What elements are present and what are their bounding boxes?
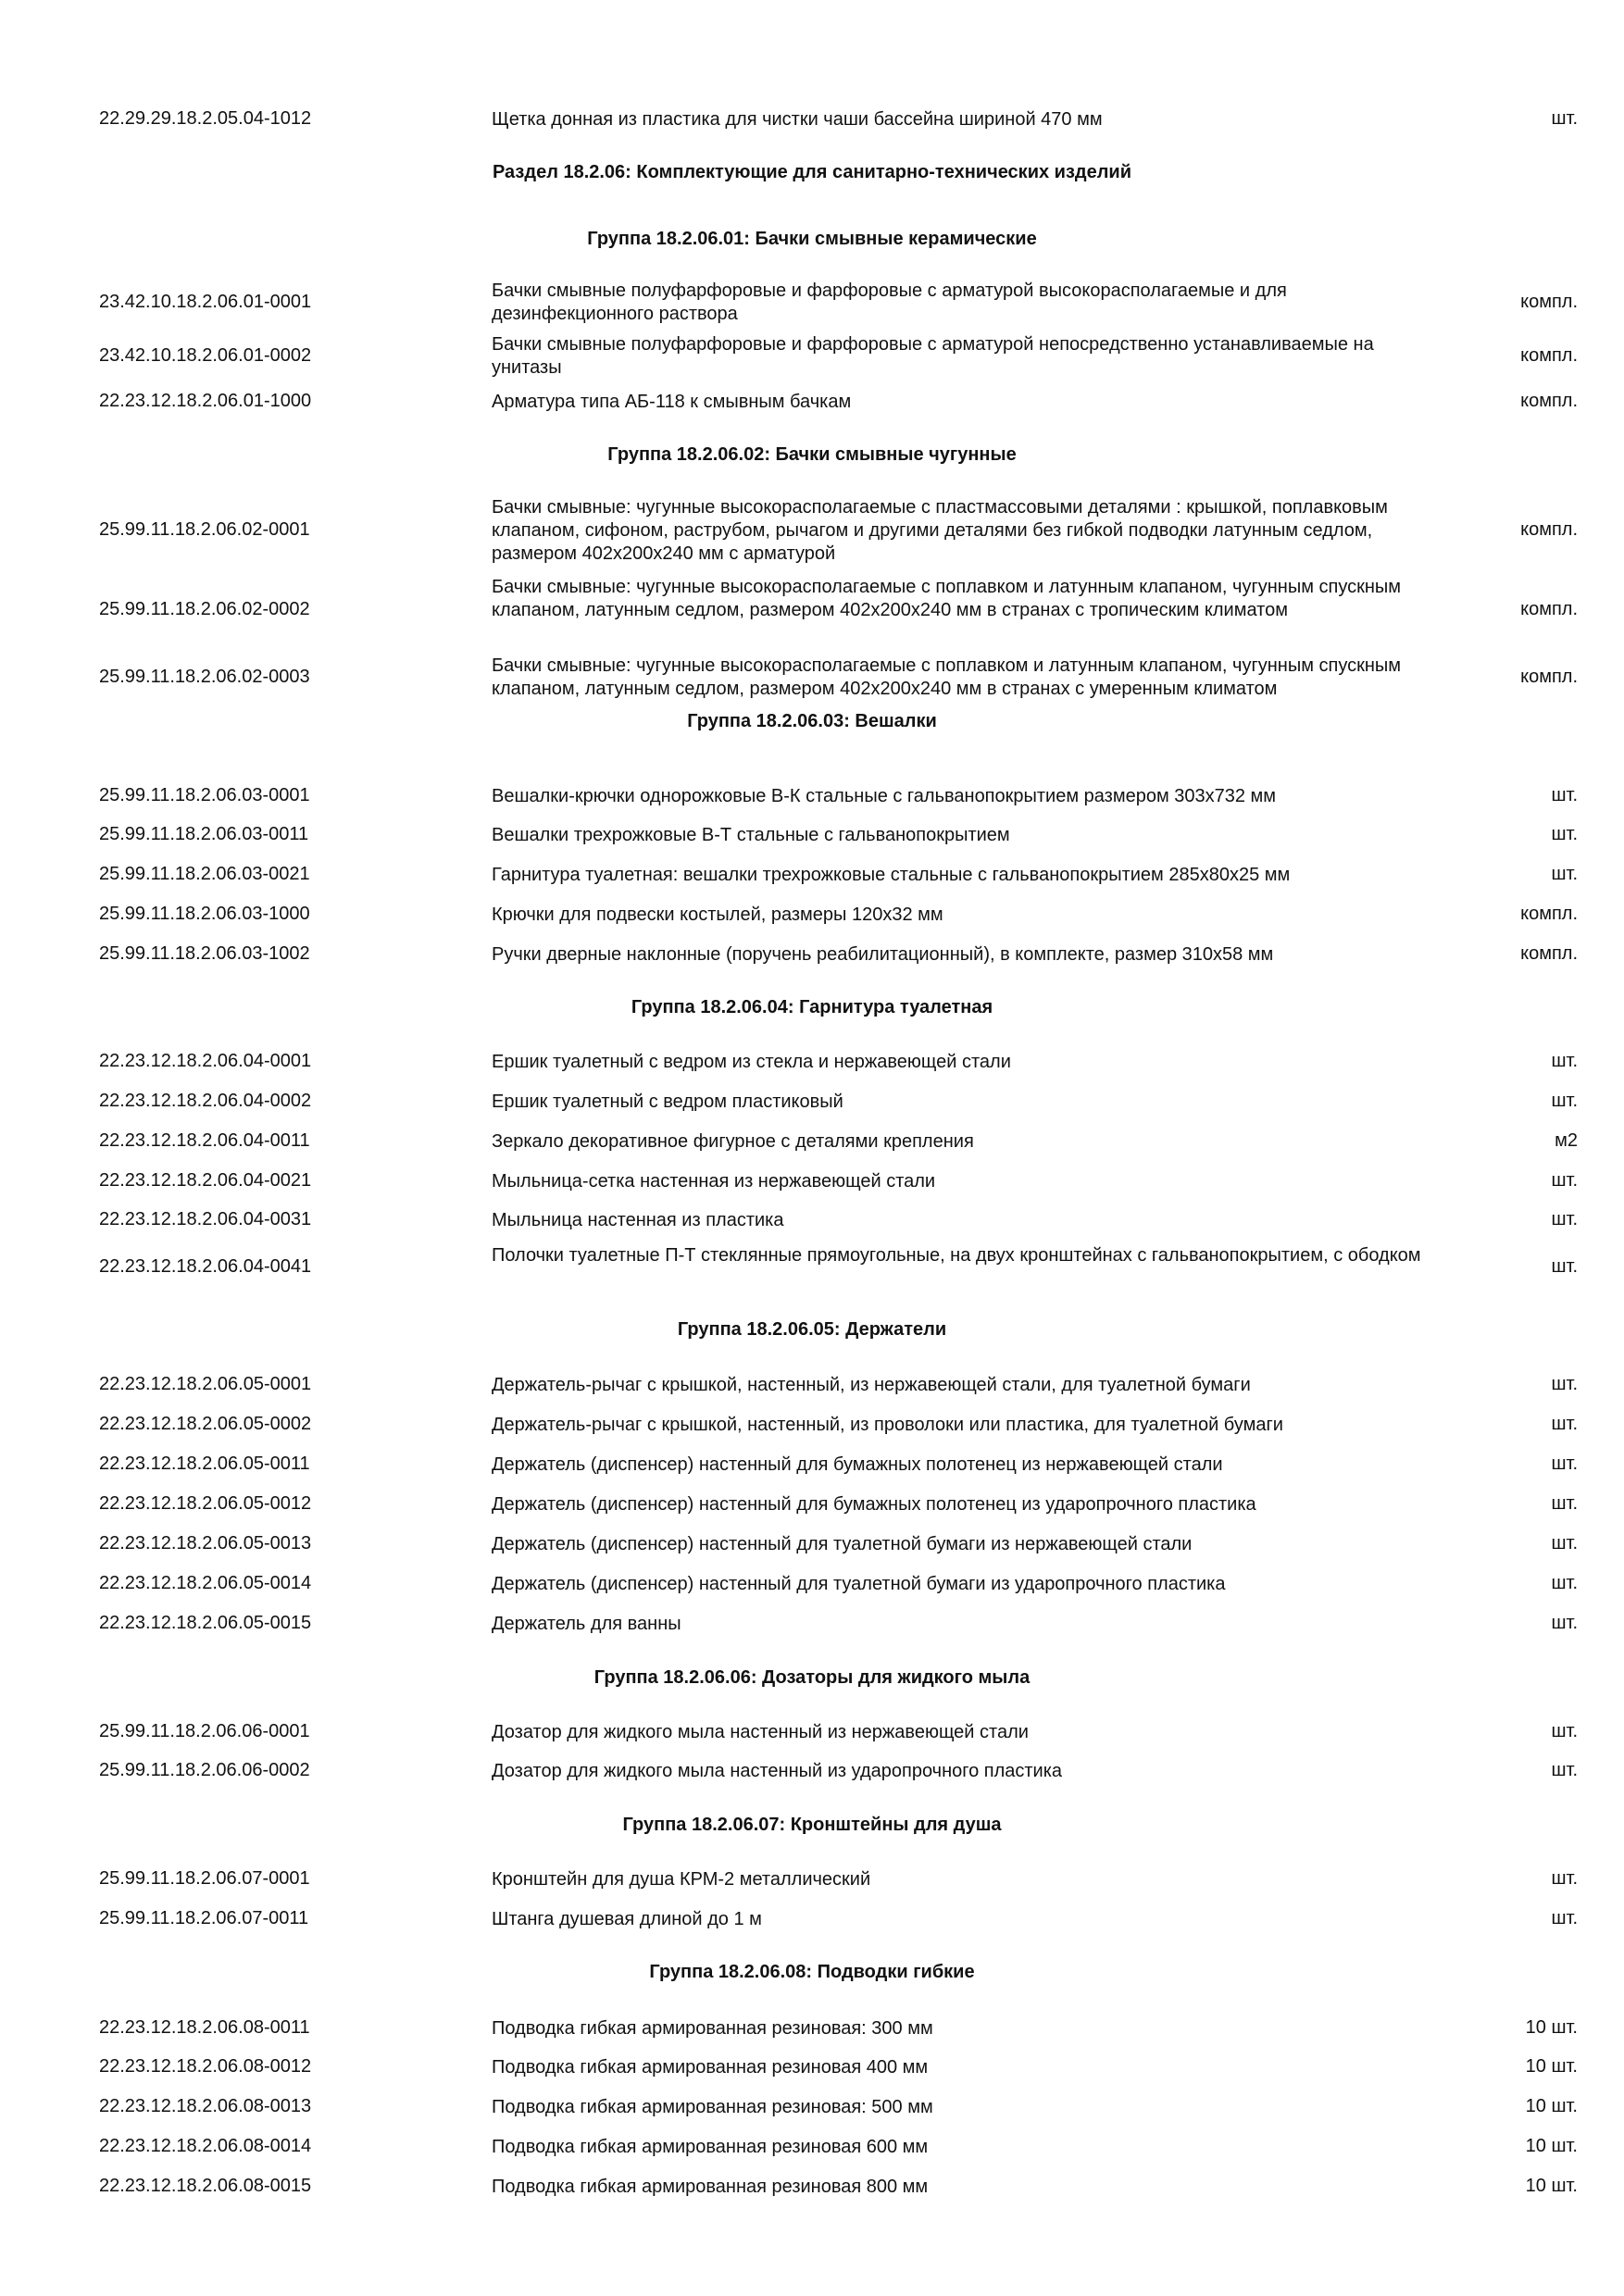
item-unit: м2 xyxy=(1555,1130,1578,1151)
item-description: Бачки смывные: чугунные высокорасполагаемые с поплавком и латунным клапаном, чугунным спускным клапаном, латунным седлом, размером 402х200х240 мм в странах с умеренным климатом xyxy=(492,655,1402,699)
item-unit: шт. xyxy=(1551,108,1578,129)
item-unit: шт. xyxy=(1551,864,1578,884)
item-description: Ершик туалетный с ведром пластиковый xyxy=(492,1091,843,1112)
item-code: 22.23.12.18.2.06.04-0021 xyxy=(99,1170,312,1191)
group-heading: Группа 18.2.06.07: Кронштейны для душа xyxy=(622,1815,1002,1835)
item-code: 25.99.11.18.2.06.02-0002 xyxy=(99,599,310,619)
item-code: 22.23.12.18.2.06.05-0015 xyxy=(99,1613,312,1633)
item-code: 22.29.29.18.2.05.04-1012 xyxy=(99,108,312,129)
group-heading: Группа 18.2.06.06: Дозаторы для жидкого мыла xyxy=(593,1667,1031,1688)
item-description: Подводка гибкая армированная резиновая: 300 мм xyxy=(492,2017,933,2039)
item-unit: компл. xyxy=(1520,391,1578,411)
group-heading: Группа 18.2.06.01: Бачки смывные керамические xyxy=(587,229,1037,249)
item-code: 25.99.11.18.2.06.06-0002 xyxy=(99,1760,310,1780)
item-description: Бачки смывные: чугунные высокорасполагаемые с пластмассовыми деталями : крышкой, поплавковым клапаном, сифоном, раструбом, рычагом и другими деталями без гибкой подводки латунным седлом, размером 402х200х240 мм с арматурой xyxy=(492,496,1388,564)
item-description: Держатель для ванны xyxy=(492,1613,681,1634)
item-unit: компл. xyxy=(1520,345,1578,366)
item-unit: 10 шт. xyxy=(1525,2056,1578,2077)
item-code: 22.23.12.18.2.06.04-0011 xyxy=(99,1130,310,1151)
item-code: 22.23.12.18.2.06.05-0002 xyxy=(99,1414,312,1434)
item-description: Гарнитура туалетная: вешалки трехрожковые стальные с гальванопокрытием 285х80х25 мм xyxy=(492,864,1291,885)
item-unit: шт. xyxy=(1551,1613,1578,1633)
item-unit: шт. xyxy=(1551,1493,1578,1514)
item-code: 23.42.10.18.2.06.01-0001 xyxy=(99,292,312,312)
item-unit: шт. xyxy=(1551,1721,1578,1741)
item-description: Штанга душевая длиной до 1 м xyxy=(492,1908,762,1929)
item-code: 22.23.12.18.2.06.04-0001 xyxy=(99,1051,312,1071)
item-unit: компл. xyxy=(1520,292,1578,312)
item-code: 25.99.11.18.2.06.03-1000 xyxy=(99,904,310,924)
item-unit: шт. xyxy=(1551,1051,1578,1071)
item-description: Вешалки трехрожковые В-Т стальные с гальванопокрытием xyxy=(492,824,1010,845)
group-heading: Группа 18.2.06.05: Держатели xyxy=(677,1319,947,1340)
item-description: Держатель (диспенсер) настенный для туалетной бумаги из нержавеющей стали xyxy=(492,1533,1193,1554)
item-code: 23.42.10.18.2.06.01-0002 xyxy=(99,345,312,366)
item-code: 25.99.11.18.2.06.02-0003 xyxy=(99,667,310,687)
item-description: Держатель-рычаг с крышкой, настенный, из нержавеющей стали, для туалетной бумаги xyxy=(492,1374,1251,1395)
item-description: Держатель (диспенсер) настенный для бумажных полотенец из ударопрочного пластика xyxy=(492,1493,1256,1515)
item-code: 22.23.12.18.2.06.05-0014 xyxy=(99,1573,312,1593)
item-unit: компл. xyxy=(1520,599,1578,619)
item-description: Подводка гибкая армированная резиновая: 500 мм xyxy=(492,2096,933,2117)
item-code: 25.99.11.18.2.06.03-0021 xyxy=(99,864,310,884)
item-code: 22.23.12.18.2.06.08-0013 xyxy=(99,2096,312,2116)
item-description: Щетка донная из пластика для чистки чаши бассейна шириной 470 мм xyxy=(492,108,1103,130)
item-description: Зеркало декоративное фигурное с деталями крепления xyxy=(492,1130,974,1152)
item-code: 22.23.12.18.2.06.08-0012 xyxy=(99,2056,312,2077)
item-unit: компл. xyxy=(1520,519,1578,540)
item-unit: шт. xyxy=(1551,1533,1578,1554)
item-unit: 10 шт. xyxy=(1525,2176,1578,2196)
item-description: Дозатор для жидкого мыла настенный из ударопрочного пластика xyxy=(492,1760,1063,1781)
item-code: 25.99.11.18.2.06.03-0011 xyxy=(99,824,309,844)
item-unit: шт. xyxy=(1551,1374,1578,1394)
item-code: 22.23.12.18.2.06.08-0014 xyxy=(99,2136,312,2156)
item-code: 22.23.12.18.2.06.08-0015 xyxy=(99,2176,312,2196)
group-heading: Группа 18.2.06.08: Подводки гибкие xyxy=(649,1962,975,1982)
item-description: Держатель (диспенсер) настенный для туалетной бумаги из ударопрочного пластика xyxy=(492,1573,1226,1594)
item-code: 22.23.12.18.2.06.05-0011 xyxy=(99,1454,310,1474)
item-unit: шт. xyxy=(1551,824,1578,844)
item-description: Полочки туалетные П-Т стеклянные прямоугольные, на двух кронштейнах с гальванопокрытием, с ободком xyxy=(492,1245,1421,1266)
item-code: 25.99.11.18.2.06.03-1002 xyxy=(99,943,310,964)
item-unit: шт. xyxy=(1551,1170,1578,1191)
item-code: 25.99.11.18.2.06.03-0001 xyxy=(99,785,310,805)
item-unit: компл. xyxy=(1520,904,1578,924)
item-unit: шт. xyxy=(1551,1209,1578,1229)
item-description: Ручки дверные наклонные (поручень реабилитационный), в комплекте, размер 310х58 мм xyxy=(492,943,1274,965)
item-description: Дозатор для жидкого мыла настенный из нержавеющей стали xyxy=(492,1721,1029,1742)
item-description: Подводка гибкая армированная резиновая 800 мм xyxy=(492,2176,929,2197)
item-description: Крючки для подвески костылей, размеры 120х32 мм xyxy=(492,904,943,925)
item-unit: шт. xyxy=(1551,1573,1578,1593)
item-unit: шт. xyxy=(1551,1454,1578,1474)
item-code: 22.23.12.18.2.06.05-0013 xyxy=(99,1533,312,1554)
item-code: 22.23.12.18.2.06.05-0012 xyxy=(99,1493,312,1514)
item-unit: шт. xyxy=(1551,1256,1578,1277)
item-code: 22.23.12.18.2.06.04-0041 xyxy=(99,1256,312,1277)
item-code: 25.99.11.18.2.06.02-0001 xyxy=(99,519,310,540)
item-code: 22.23.12.18.2.06.04-0002 xyxy=(99,1091,312,1111)
item-description: Мыльница-сетка настенная из нержавеющей стали xyxy=(492,1170,936,1192)
item-unit: шт. xyxy=(1551,1760,1578,1780)
item-unit: шт. xyxy=(1551,785,1578,805)
item-unit: шт. xyxy=(1551,1414,1578,1434)
item-description: Ершик туалетный с ведром из стекла и нержавеющей стали xyxy=(492,1051,1011,1072)
group-heading: Группа 18.2.06.04: Гарнитура туалетная xyxy=(631,997,993,1017)
item-code: 25.99.11.18.2.06.07-0001 xyxy=(99,1868,310,1889)
item-unit: компл. xyxy=(1520,667,1578,687)
section-heading: Раздел 18.2.06: Комплектующие для санитарно-технических изделий xyxy=(492,162,1132,182)
item-description: Подводка гибкая армированная резиновая 600 мм xyxy=(492,2136,929,2157)
item-code: 22.23.12.18.2.06.05-0001 xyxy=(99,1374,312,1394)
item-description: Кронштейн для душа КРМ-2 металлический xyxy=(492,1868,871,1890)
item-description: Бачки смывные полуфарфоровые и фарфоровые с арматурой высокорасполагаемые и для дезинфекционного раствора xyxy=(492,281,1287,324)
item-description: Бачки смывные полуфарфоровые и фарфоровые с арматурой непосредственно устанавливаемые на унитазы xyxy=(492,334,1374,378)
item-description: Мыльница настенная из пластика xyxy=(492,1209,784,1230)
item-description: Подводка гибкая армированная резиновая 400 мм xyxy=(492,2056,929,2078)
item-code: 22.23.12.18.2.06.01-1000 xyxy=(99,391,312,411)
item-description: Вешалки-крючки однорожковые В-К стальные с гальванопокрытием размером 303х732 мм xyxy=(492,785,1277,806)
item-description: Держатель (диспенсер) настенный для бумажных полотенец из нержавеющей стали xyxy=(492,1454,1223,1475)
item-description: Бачки смывные: чугунные высокорасполагаемые с поплавком и латунным клапаном, чугунным спускным клапаном, латунным седлом, размером 402х200х240 мм в странах с тропическим климатом xyxy=(492,576,1402,620)
item-unit: 10 шт. xyxy=(1525,2136,1578,2156)
item-code: 22.23.12.18.2.06.04-0031 xyxy=(99,1209,312,1229)
item-description: Арматура типа АБ-118 к смывным бачкам xyxy=(492,391,852,412)
group-heading: Группа 18.2.06.03: Вешалки xyxy=(687,711,937,731)
item-unit: шт. xyxy=(1551,1908,1578,1928)
item-unit: шт. xyxy=(1551,1091,1578,1111)
item-unit: 10 шт. xyxy=(1525,2096,1578,2116)
item-code: 25.99.11.18.2.06.06-0001 xyxy=(99,1721,310,1741)
item-unit: компл. xyxy=(1520,943,1578,964)
group-heading: Группа 18.2.06.02: Бачки смывные чугунные xyxy=(607,444,1017,465)
item-unit: 10 шт. xyxy=(1525,2017,1578,2038)
item-unit: шт. xyxy=(1551,1868,1578,1889)
item-description: Держатель-рычаг с крышкой, настенный, из проволоки или пластика, для туалетной бумаги xyxy=(492,1414,1283,1435)
item-code: 22.23.12.18.2.06.08-0011 xyxy=(99,2017,310,2038)
item-code: 25.99.11.18.2.06.07-0011 xyxy=(99,1908,309,1928)
